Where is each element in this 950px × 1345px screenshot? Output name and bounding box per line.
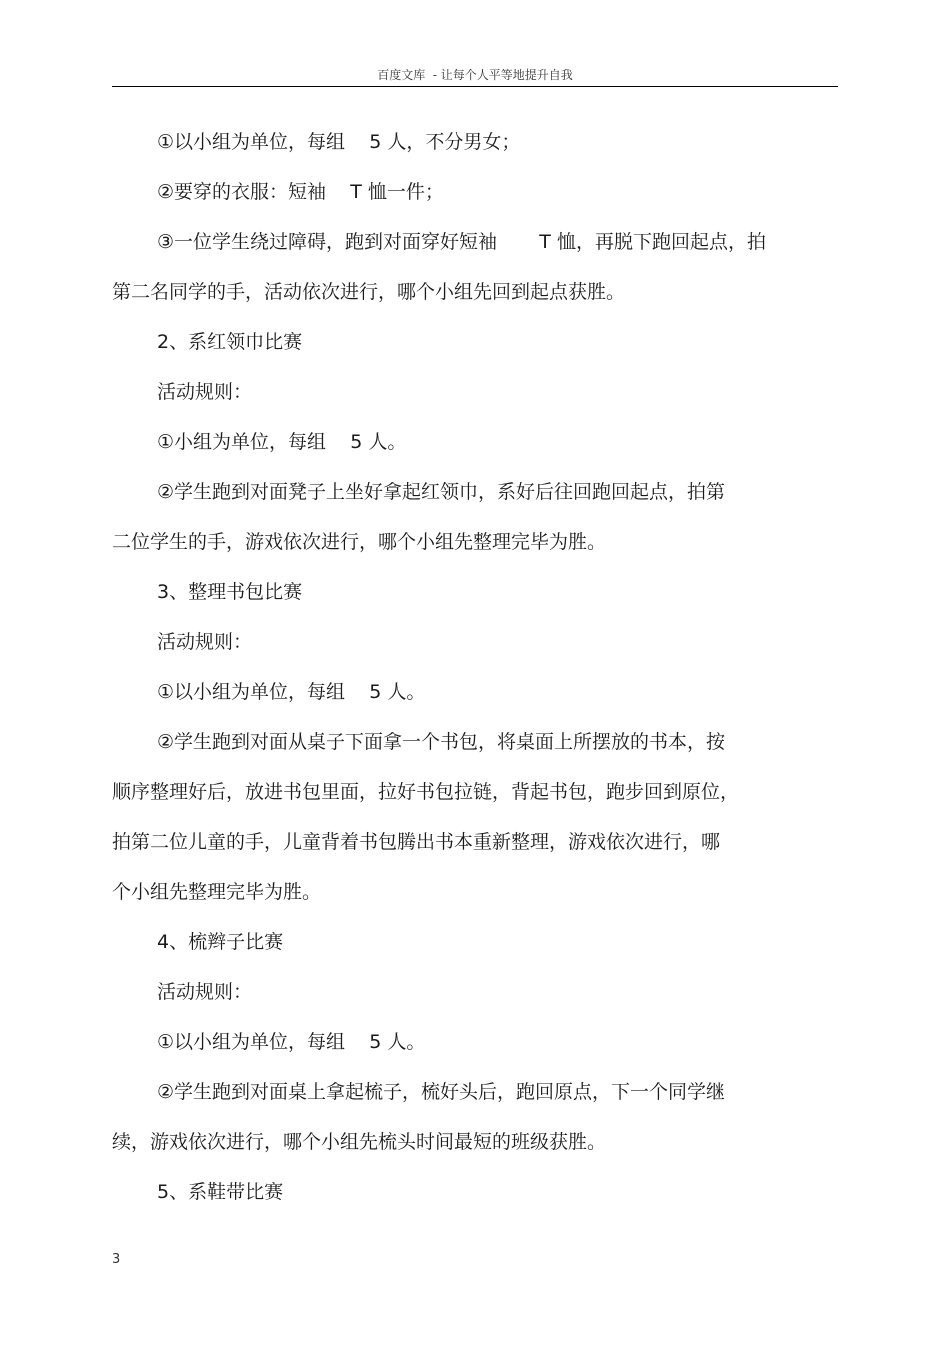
- rule-line: 拍第二位儿童的手，儿童背着书包腾出书本重新整理，游戏依次进行，哪: [112, 831, 721, 853]
- page-header: 百度文库 - 让每个人平等地提升自我: [377, 68, 573, 82]
- rules-label: 活动规则：: [157, 381, 253, 403]
- rule-line: ②学生跑到对面桌上拿起梳子，梳好头后，跑回原点，下一个同学继: [157, 1081, 726, 1103]
- section-heading: 2、系红领巾比赛: [157, 331, 303, 353]
- rule-line: 个小组先整理完毕为胜。: [112, 881, 322, 903]
- rule-line: ①以小组为单位，每组 5 人。: [157, 681, 426, 703]
- section-heading: 4、梳辫子比赛: [157, 931, 284, 953]
- rule-line: ②要穿的衣服：短袖 T 恤一件；: [157, 181, 444, 203]
- rule-line: 顺序整理好后，放进书包里面，拉好书包拉链，背起书包，跑步回到原位，: [112, 781, 740, 803]
- rule-line: ③一位学生绕过障碍，跑到对面穿好短袖 T 恤，再脱下跑回起点，拍: [157, 231, 766, 253]
- rule-line: 二位学生的手，游戏依次进行，哪个小组先整理完毕为胜。: [112, 531, 607, 553]
- page-number: 3: [112, 1252, 121, 1267]
- section-heading: 3、整理书包比赛: [157, 581, 303, 603]
- section-heading: 5、系鞋带比赛: [157, 1181, 284, 1203]
- rule-line: ②学生跑到对面从桌子下面拿一个书包，将桌面上所摆放的书本，按: [157, 731, 726, 753]
- rules-label: 活动规则：: [157, 981, 253, 1003]
- rule-line: ①以小组为单位，每组 5 人。: [157, 1031, 426, 1053]
- rules-label: 活动规则：: [157, 631, 253, 653]
- rule-line: ②学生跑到对面凳子上坐好拿起红领巾，系好后往回跑回起点，拍第: [157, 481, 726, 503]
- rule-line: 第二名同学的手，活动依次进行，哪个小组先回到起点获胜。: [112, 281, 626, 303]
- header-divider: [112, 86, 838, 87]
- rule-line: ①小组为单位，每组 5 人。: [157, 431, 407, 453]
- rule-line: 续，游戏依次进行，哪个小组先梳头时间最短的班级获胜。: [112, 1131, 607, 1153]
- rule-line: ①以小组为单位，每组 5 人，不分男女；: [157, 131, 521, 153]
